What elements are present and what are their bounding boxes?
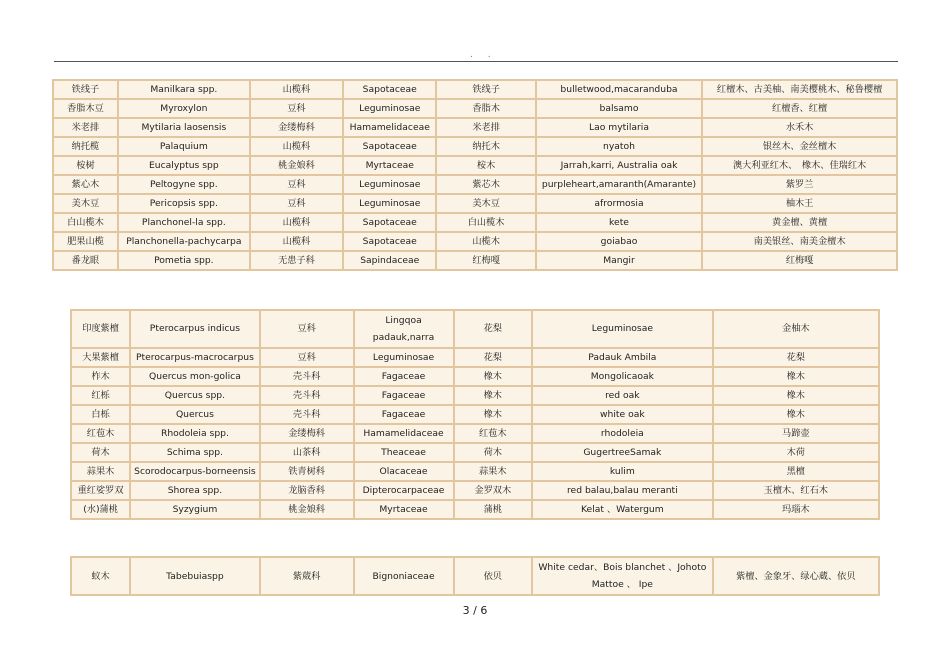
cell-trade-cn: 红苞木 bbox=[455, 425, 532, 442]
cell-cn-name: 大果紫檀 bbox=[72, 349, 129, 366]
cell-family-cn: 壳斗科 bbox=[261, 368, 353, 385]
cell-trade-cn: 蒜果木 bbox=[455, 463, 532, 480]
cell-family-cn: 豆科 bbox=[251, 100, 342, 117]
cell-cn-name: 番龙眼 bbox=[54, 252, 117, 269]
cell-line: Lingqoa bbox=[385, 315, 422, 326]
cell-latin: Palaquium bbox=[119, 138, 249, 155]
cell-cn-name: 红苞木 bbox=[72, 425, 129, 442]
cell-family-cn: 山榄科 bbox=[251, 81, 342, 98]
cell-trade-en: afrormosia bbox=[537, 195, 701, 212]
cell-trade-en: Mangir bbox=[537, 252, 701, 269]
cell-alias: 红檀木、古美柚、南美樱桃木、秘鲁樱檀 bbox=[703, 81, 896, 98]
table-row bbox=[72, 406, 878, 423]
cell-cn-name: 印度紫檀 bbox=[72, 311, 129, 347]
cell-cn-name: 香脂木豆 bbox=[54, 100, 117, 117]
cell-latin: Mytilaria laosensis bbox=[119, 119, 249, 136]
cell-family-latin: Theaceae bbox=[355, 444, 453, 461]
cell-latin: Myroxylon bbox=[119, 100, 249, 117]
cell-trade-en: rhodoleia bbox=[533, 425, 712, 442]
cell-alias: 木荷 bbox=[714, 444, 878, 461]
cell-cn-name: 桉树 bbox=[54, 157, 117, 174]
cell-cn-name: 紫心木 bbox=[54, 176, 117, 193]
cell-alias: 紫檀、金象牙、绿心蔵、依贝 bbox=[714, 558, 878, 594]
cell-family-latin: Olacaceae bbox=[355, 463, 453, 480]
cell-trade-cn: 红梅嘎 bbox=[437, 252, 534, 269]
cell-latin: Scorodocarpus-borneensis bbox=[131, 463, 259, 480]
cell-family-latin: Sapotaceae bbox=[344, 81, 435, 98]
cell-alias: 银丝木、金丝檀木 bbox=[703, 138, 896, 155]
cell-latin: Manilkara spp. bbox=[119, 81, 249, 98]
cell-family-cn: 山榄科 bbox=[251, 138, 342, 155]
cell-family-cn: 壳斗科 bbox=[261, 406, 353, 423]
table-row bbox=[72, 501, 878, 518]
cell-family-cn: 龙脑香科 bbox=[261, 482, 353, 499]
table-row bbox=[54, 214, 896, 231]
cell-latin: Planchonel-la spp. bbox=[119, 214, 249, 231]
cell-trade-cn: 蒲桃 bbox=[455, 501, 532, 518]
cell-cn-name: 米老排 bbox=[54, 119, 117, 136]
cell-alias: 柚木王 bbox=[703, 195, 896, 212]
cell-alias: 花梨 bbox=[714, 349, 878, 366]
cell-cn-name: (水)蒲桃 bbox=[72, 501, 129, 518]
cell-cn-name: 柞木 bbox=[72, 368, 129, 385]
table-row bbox=[72, 349, 878, 366]
table-row bbox=[54, 100, 896, 117]
cell-family-cn: 桃金娘科 bbox=[251, 157, 342, 174]
cell-cn-name: 重红娑罗双 bbox=[72, 482, 129, 499]
cell-family-cn: 豆科 bbox=[251, 176, 342, 193]
cell-family-cn: 紫葳科 bbox=[261, 558, 353, 594]
table-row bbox=[72, 368, 878, 385]
cell-latin: Pterocarpus-macrocarpus bbox=[131, 349, 259, 366]
cell-family-latin: Myrtaceae bbox=[344, 157, 435, 174]
cell-trade-cn: 铁线子 bbox=[437, 81, 534, 98]
cell-trade-en: Leguminosae bbox=[533, 311, 712, 347]
cell-family-cn: 豆科 bbox=[261, 349, 353, 366]
cell-trade-en: Padauk Ambila bbox=[533, 349, 712, 366]
cell-latin: Tabebuiaspp bbox=[131, 558, 259, 594]
cell-family-latin: Dipterocarpaceae bbox=[355, 482, 453, 499]
cell-family-latin: Sapotaceae bbox=[344, 214, 435, 231]
cell-trade-en: goiabao bbox=[537, 233, 701, 250]
cell-latin: Pericopsis spp. bbox=[119, 195, 249, 212]
cell-trade-en: red oak bbox=[533, 387, 712, 404]
cell-trade-en: red balau,balau meranti bbox=[533, 482, 712, 499]
cell-alias: 南美银丝、南美金檀木 bbox=[703, 233, 896, 250]
wood-table-3 bbox=[70, 556, 880, 596]
cell-trade-cn: 美木豆 bbox=[437, 195, 534, 212]
cell-alias: 玉檀木、红石木 bbox=[714, 482, 878, 499]
cell-family-latin: Hamamelidaceae bbox=[344, 119, 435, 136]
cell-alias: 橡木 bbox=[714, 368, 878, 385]
cell-trade-en bbox=[533, 558, 712, 594]
cell-trade-cn: 山榄木 bbox=[437, 233, 534, 250]
table-row bbox=[72, 558, 878, 594]
cell-trade-cn: 橡木 bbox=[455, 406, 532, 423]
table-row bbox=[54, 138, 896, 155]
cell-trade-en: white oak bbox=[533, 406, 712, 423]
cell-family-cn: 金缕梅科 bbox=[261, 425, 353, 442]
table-row bbox=[72, 482, 878, 499]
cell-family-cn: 桃金娘科 bbox=[261, 501, 353, 518]
table-row bbox=[54, 157, 896, 174]
cell-trade-cn: 依贝 bbox=[455, 558, 532, 594]
cell-alias: 水禾木 bbox=[703, 119, 896, 136]
cell-alias: 红梅嘎 bbox=[703, 252, 896, 269]
cell-family-latin: Leguminosae bbox=[344, 176, 435, 193]
cell-family-latin: Myrtaceae bbox=[355, 501, 453, 518]
header-marks: . . bbox=[470, 50, 497, 60]
cell-family-latin: Sapindaceae bbox=[344, 252, 435, 269]
cell-family-cn: 山榄科 bbox=[251, 214, 342, 231]
table-row bbox=[72, 311, 878, 347]
cell-family-cn: 铁青树科 bbox=[261, 463, 353, 480]
cell-trade-en: Mongolicaoak bbox=[533, 368, 712, 385]
cell-family-cn: 无患子科 bbox=[251, 252, 342, 269]
cell-family-latin: Leguminosae bbox=[344, 195, 435, 212]
cell-family-latin: Fagaceae bbox=[355, 387, 453, 404]
cell-family-cn: 山茶科 bbox=[261, 444, 353, 461]
cell-cn-name: 白栎 bbox=[72, 406, 129, 423]
cell-trade-en: Lao mytilaria bbox=[537, 119, 701, 136]
cell-trade-en: Jarrah,karri, Australia oak bbox=[537, 157, 701, 174]
cell-line: White cedar、Bois blanchet 、Johoto bbox=[538, 562, 707, 573]
cell-trade-cn: 香脂木 bbox=[437, 100, 534, 117]
cell-trade-cn: 紫芯木 bbox=[437, 176, 534, 193]
cell-cn-name: 肥果山榄 bbox=[54, 233, 117, 250]
table-row bbox=[54, 195, 896, 212]
cell-family-latin: Leguminosae bbox=[355, 349, 453, 366]
table-row bbox=[54, 233, 896, 250]
wood-table-1 bbox=[52, 79, 898, 271]
cell-trade-cn: 纳托木 bbox=[437, 138, 534, 155]
page-number: 3 / 6 bbox=[462, 604, 488, 617]
cell-trade-cn: 白山榄木 bbox=[437, 214, 534, 231]
cell-alias: 橡木 bbox=[714, 387, 878, 404]
cell-trade-cn: 花梨 bbox=[455, 311, 532, 347]
cell-latin: Schima spp. bbox=[131, 444, 259, 461]
cell-family-latin bbox=[355, 311, 453, 347]
cell-family-cn: 壳斗科 bbox=[261, 387, 353, 404]
cell-latin: Shorea spp. bbox=[131, 482, 259, 499]
cell-alias: 澳大利亚红木、 橡木、佳瑞红木 bbox=[703, 157, 896, 174]
cell-alias: 黑檀 bbox=[714, 463, 878, 480]
cell-family-latin: Fagaceae bbox=[355, 368, 453, 385]
cell-trade-en: Kelat 、Watergum bbox=[533, 501, 712, 518]
cell-cn-name: 铁线子 bbox=[54, 81, 117, 98]
header-rule bbox=[54, 61, 898, 62]
wood-table-2 bbox=[70, 309, 880, 520]
cell-trade-en: balsamo bbox=[537, 100, 701, 117]
table-row bbox=[72, 425, 878, 442]
cell-latin: Eucalyptus spp bbox=[119, 157, 249, 174]
cell-alias: 黄金檀、黄檀 bbox=[703, 214, 896, 231]
cell-cn-name: 蚁木 bbox=[72, 558, 129, 594]
cell-latin: Pometia spp. bbox=[119, 252, 249, 269]
cell-latin: Planchonella-pachycarpa bbox=[119, 233, 249, 250]
cell-line: padauk,narra bbox=[372, 332, 435, 343]
cell-family-latin: Leguminosae bbox=[344, 100, 435, 117]
cell-cn-name: 荷木 bbox=[72, 444, 129, 461]
cell-alias: 马蹄壶 bbox=[714, 425, 878, 442]
cell-trade-cn: 米老排 bbox=[437, 119, 534, 136]
cell-cn-name: 白山榄木 bbox=[54, 214, 117, 231]
cell-alias: 红檀香、红檀 bbox=[703, 100, 896, 117]
cell-latin: Syzygium bbox=[131, 501, 259, 518]
cell-family-latin: Hamamelidaceae bbox=[355, 425, 453, 442]
cell-trade-en: purpleheart,amaranth(Amarante) bbox=[537, 176, 701, 193]
cell-alias: 紫罗兰 bbox=[703, 176, 896, 193]
cell-family-cn: 豆科 bbox=[261, 311, 353, 347]
cell-latin: Peltogyne spp. bbox=[119, 176, 249, 193]
cell-trade-cn: 荷木 bbox=[455, 444, 532, 461]
cell-cn-name: 蒜果木 bbox=[72, 463, 129, 480]
cell-cn-name: 纳托榄 bbox=[54, 138, 117, 155]
cell-trade-en: kulim bbox=[533, 463, 712, 480]
table-row bbox=[54, 176, 896, 193]
cell-trade-en: GugertreeSamak bbox=[533, 444, 712, 461]
cell-trade-cn: 橡木 bbox=[455, 387, 532, 404]
cell-trade-cn: 金罗双木 bbox=[455, 482, 532, 499]
cell-trade-en: kete bbox=[537, 214, 701, 231]
cell-alias: 金柚木 bbox=[714, 311, 878, 347]
cell-family-cn: 金缕梅科 bbox=[251, 119, 342, 136]
cell-family-latin: Fagaceae bbox=[355, 406, 453, 423]
cell-latin: Quercus spp. bbox=[131, 387, 259, 404]
table-row bbox=[72, 387, 878, 404]
cell-family-cn: 山榄科 bbox=[251, 233, 342, 250]
cell-family-latin: Sapotaceae bbox=[344, 233, 435, 250]
cell-family-cn: 豆科 bbox=[251, 195, 342, 212]
cell-family-latin: Bignoniaceae bbox=[355, 558, 453, 594]
cell-trade-cn: 橡木 bbox=[455, 368, 532, 385]
cell-cn-name: 红栎 bbox=[72, 387, 129, 404]
cell-line: Mattoe 、 Ipe bbox=[591, 579, 653, 590]
cell-trade-cn: 桉木 bbox=[437, 157, 534, 174]
cell-latin: Quercus mon-golica bbox=[131, 368, 259, 385]
table-row bbox=[72, 444, 878, 461]
table-row bbox=[72, 463, 878, 480]
cell-cn-name: 美木豆 bbox=[54, 195, 117, 212]
cell-trade-en: bulletwood,macaranduba bbox=[537, 81, 701, 98]
cell-trade-cn: 花梨 bbox=[455, 349, 532, 366]
cell-trade-en: nyatoh bbox=[537, 138, 701, 155]
cell-family-latin: Sapotaceae bbox=[344, 138, 435, 155]
cell-alias: 橡木 bbox=[714, 406, 878, 423]
table-row bbox=[54, 81, 896, 98]
cell-latin: Pterocarpus indicus bbox=[131, 311, 259, 347]
cell-latin: Quercus bbox=[131, 406, 259, 423]
table-row bbox=[54, 119, 896, 136]
cell-latin: Rhodoleia spp. bbox=[131, 425, 259, 442]
cell-alias: 玛瑙木 bbox=[714, 501, 878, 518]
table-row bbox=[54, 252, 896, 269]
